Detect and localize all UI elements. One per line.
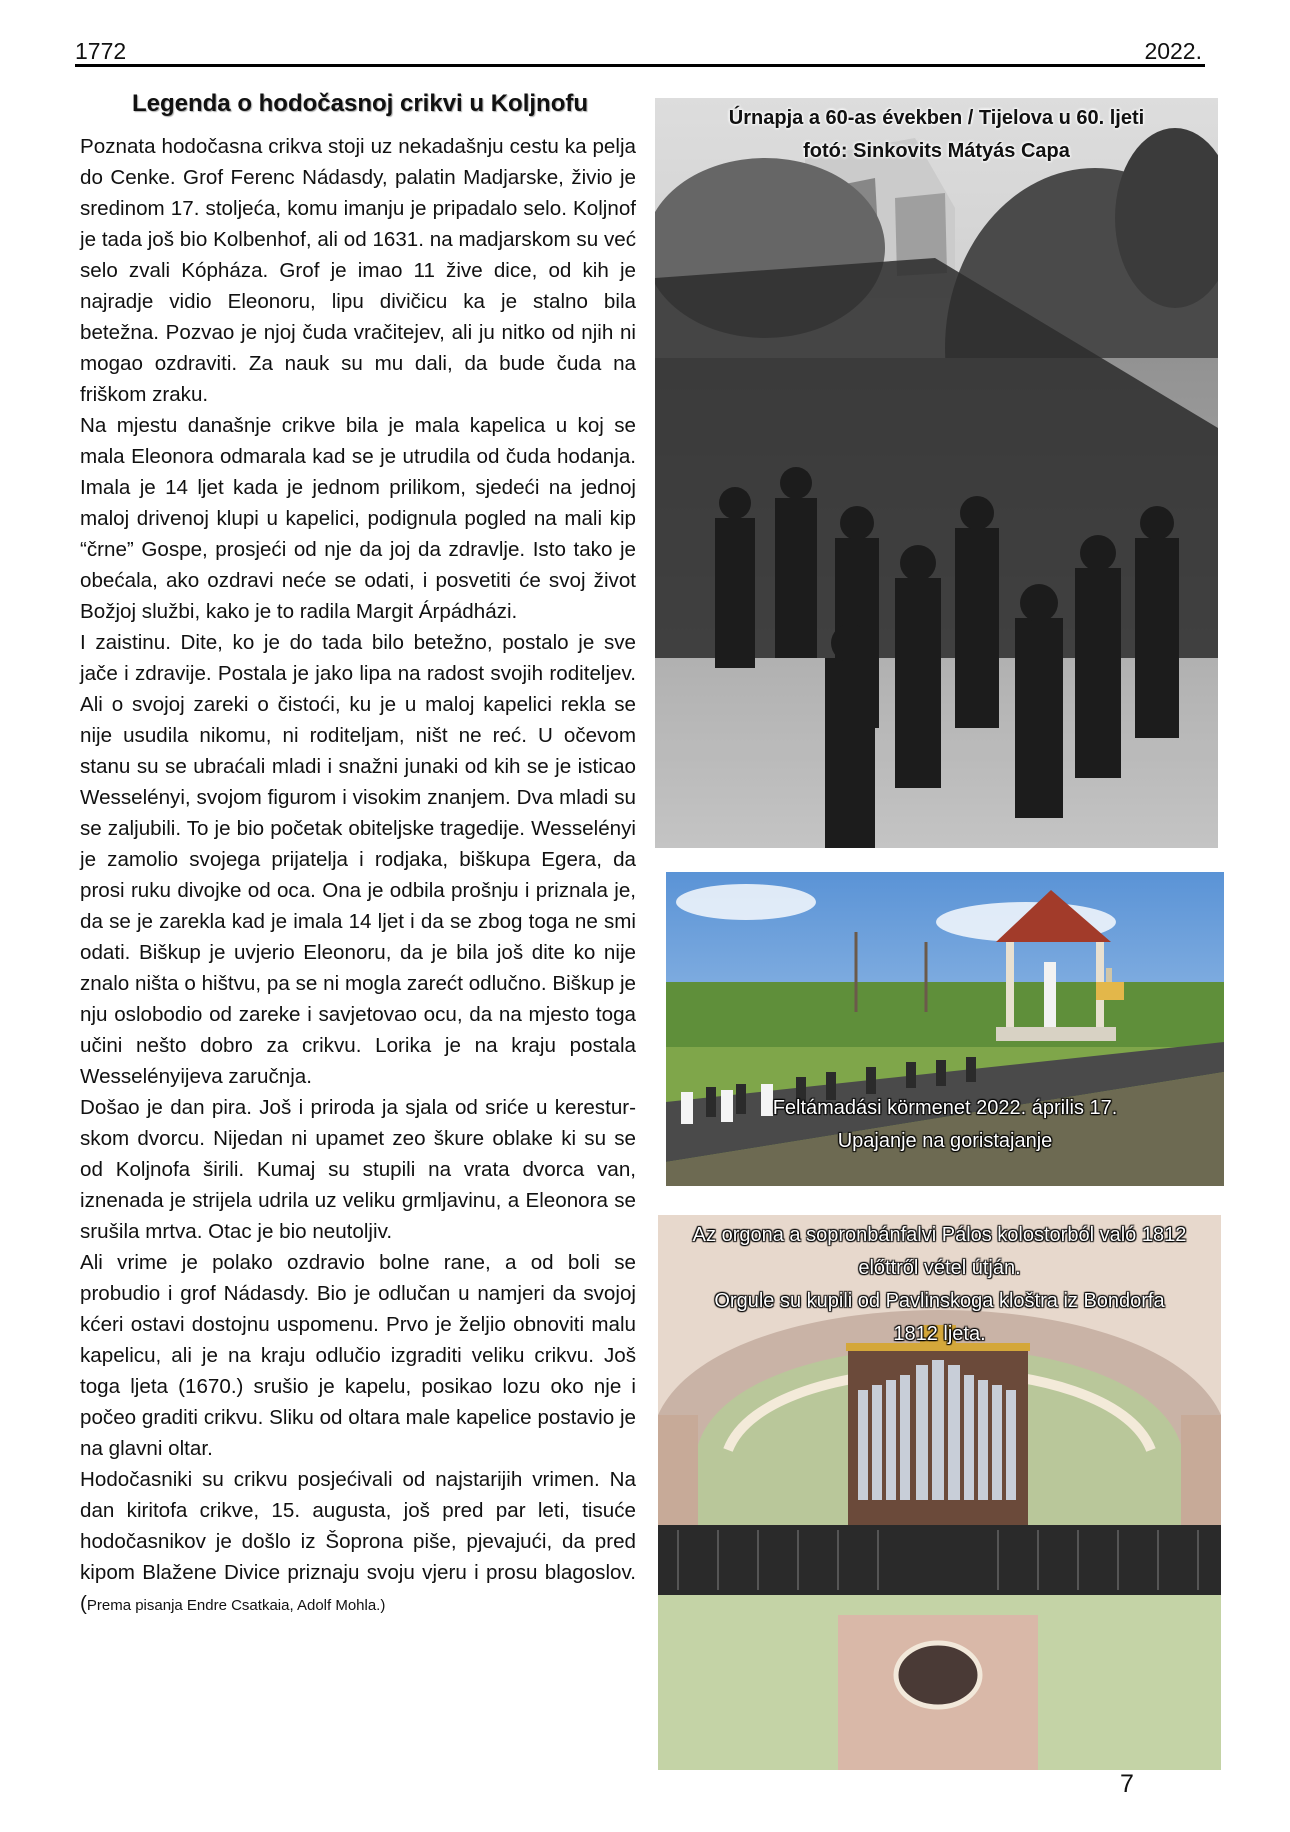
easter-caption-2: Upajanje na goristajanje <box>837 1130 1053 1152</box>
article-paragraph: I zaistinu. Dite, ko je do tada bilo betežno, postalo je sve jače i zdravije. Postala je jako lipa na radost svojih roditeljev. Ali o svojoj zareki o čistoći, ku je u maloj kapelici rekla se nije usudila nikomu, ni roditeljam, ništ ne reć. U očevom stanu su se ubraćali mladi i snažni junaki od kih se je isticao Wesselényi, svojom figurom i visokim znanjem. Dva mladi su se zaljubili. To je bio početak obiteljske tragedije. Wesselényi je zamolio svojega prijatelja i rodjaka, biškupa Egera, da prosi ruku divojke od oca. Ona je odbila prošnju i priznala je, da se je zarekla kad je imala 14 ljet i da se zbog toga ne smi odati. Biškup je uvjerio Eleonoru, da je bila još dite ko nije znalo ništa o hištvu, pa se ni mogla zarećt odlučno. Biškup je nju oslobodio od zareke i savjetovao ocu, da na mjesto toga učini nešto dobro za crikvu. Lorika je na kraju postala Wesselényijeva zaručnja. <box>80 631 636 1088</box>
procession-caption-1: Úrnapja a 60-as években / Tijelova u 60. ljeti <box>728 107 1145 129</box>
article-paragraph: Na mjestu današnje crikve bila je mala kapelica u koj se mala Eleonora odmarala kad se je utrudila od čuda hodanja. Imala je 14 ljet kada je jednom prilikom, sjedeći na jednoj maloj drivenoj klupi u kapelici, podignula pogled na mali kip “črne” Gospe, prosjeći od nje da joj da zdravlje. Isto tako je obećala, ako ozdravi neće se odati, i posvetiti će svoj život Božjoj službi, kako je to radila Margit Árpádházi. <box>80 414 636 623</box>
article-paragraph-last <box>80 1464 636 1621</box>
article-source: Prema pisanja Endre Csatkaia, Adolf Mohla.) <box>86 1597 386 1614</box>
organ-caption-1: Az orgona a sopronbánfalvi Pálos kolostorból való 1812 <box>692 1224 1187 1246</box>
procession-caption-2: fotó: Sinkovits Mátyás Capa <box>803 140 1070 162</box>
article-paragraph: Poznata hodočasna crikva stoji uz nekadašnju cestu ka pelja do Cenke. Grof Ferenc Nádasdy, palatin Madjarske, živio je sredinom 17. stoljeća, komu imanju je pripadalo selo. Koljnof je tada još bio Kolbenhof, ali od 1631. na madjarskom su već selo zvali Kópháza. Grof je imao 11 žive dice, od kih je najradje vidio Eleonoru, lipu divičicu ka je stalno bila betežna. Pozvao je njoj čuda vračitejev, ali ju nitko od njih ni mogao ozdraviti. Za nauk su mu dali, da bude čuda na friškom zraku. <box>80 135 636 406</box>
page-number: 7 <box>1120 1770 1134 1798</box>
issue-year: 2022. <box>1144 38 1202 64</box>
procession-photo-image <box>655 98 1218 848</box>
article-body <box>80 131 636 1621</box>
article-paragraph: Ali vrime je polako ozdravio bolne rane, a od boli se probudio i grof Nádasdy. Bio je odlučan u namjeri da svojoj kćeri ostavi dostojnu uspomenu. Prvo je željio obnoviti malu kapelicu, ali je na kraju odlučio izgraditi veliku crikvu. Još toga ljeta (1670.) srušio je kapelu, posikao lozu oko nje i počeo graditi crikvu. Sliku od oltara male kapelice postavio je na glavni oltar. <box>80 1251 636 1460</box>
organ-caption-4: 1812 ljeta. <box>893 1323 986 1345</box>
easter-procession-photo <box>666 872 1224 1186</box>
easter-caption-1: Feltámadási körmenet 2022. április 17. <box>772 1097 1118 1119</box>
organ-caption-3: Orgule su kupili od Pavlinskoga kloštra iz Bondorfa <box>714 1290 1165 1312</box>
article-title: Legenda o hodočasnoj crikvi u Koljnofu <box>131 90 589 117</box>
article-paragraph: Došao je dan pira. Još i priroda ja sjala od sriće u keresturskom dvorcu. Nijedan ni upamet zeo škure oblake ki su se od Koljnofa širili. Kumaj su stupili na vrata dvorca van, iznenada je strijela udrila uz veliku grmljavinu, a Eleonora se srušila mrtva. Otac je bio neutoljiv. <box>80 1096 636 1243</box>
article-paragraph-text: Hodočasniki su crikvu posjećivali od najstarijih vrimen. Na dan kiritofa crikve, 15. augusta, još pred par leti, tisuće hodočasnikov je došlo iz Šoprona piše, pjevajući, da pred kipom Blažene Divice priznaju svoju vjeru i prosu blagoslov. ( <box>80 1468 636 1615</box>
issue-number: 1772 <box>75 38 127 64</box>
organ-photo <box>658 1215 1221 1770</box>
header-rule <box>75 64 1205 67</box>
organ-caption-2: előttről vétel útján. <box>858 1257 1021 1279</box>
procession-photo-1960s <box>655 98 1218 848</box>
